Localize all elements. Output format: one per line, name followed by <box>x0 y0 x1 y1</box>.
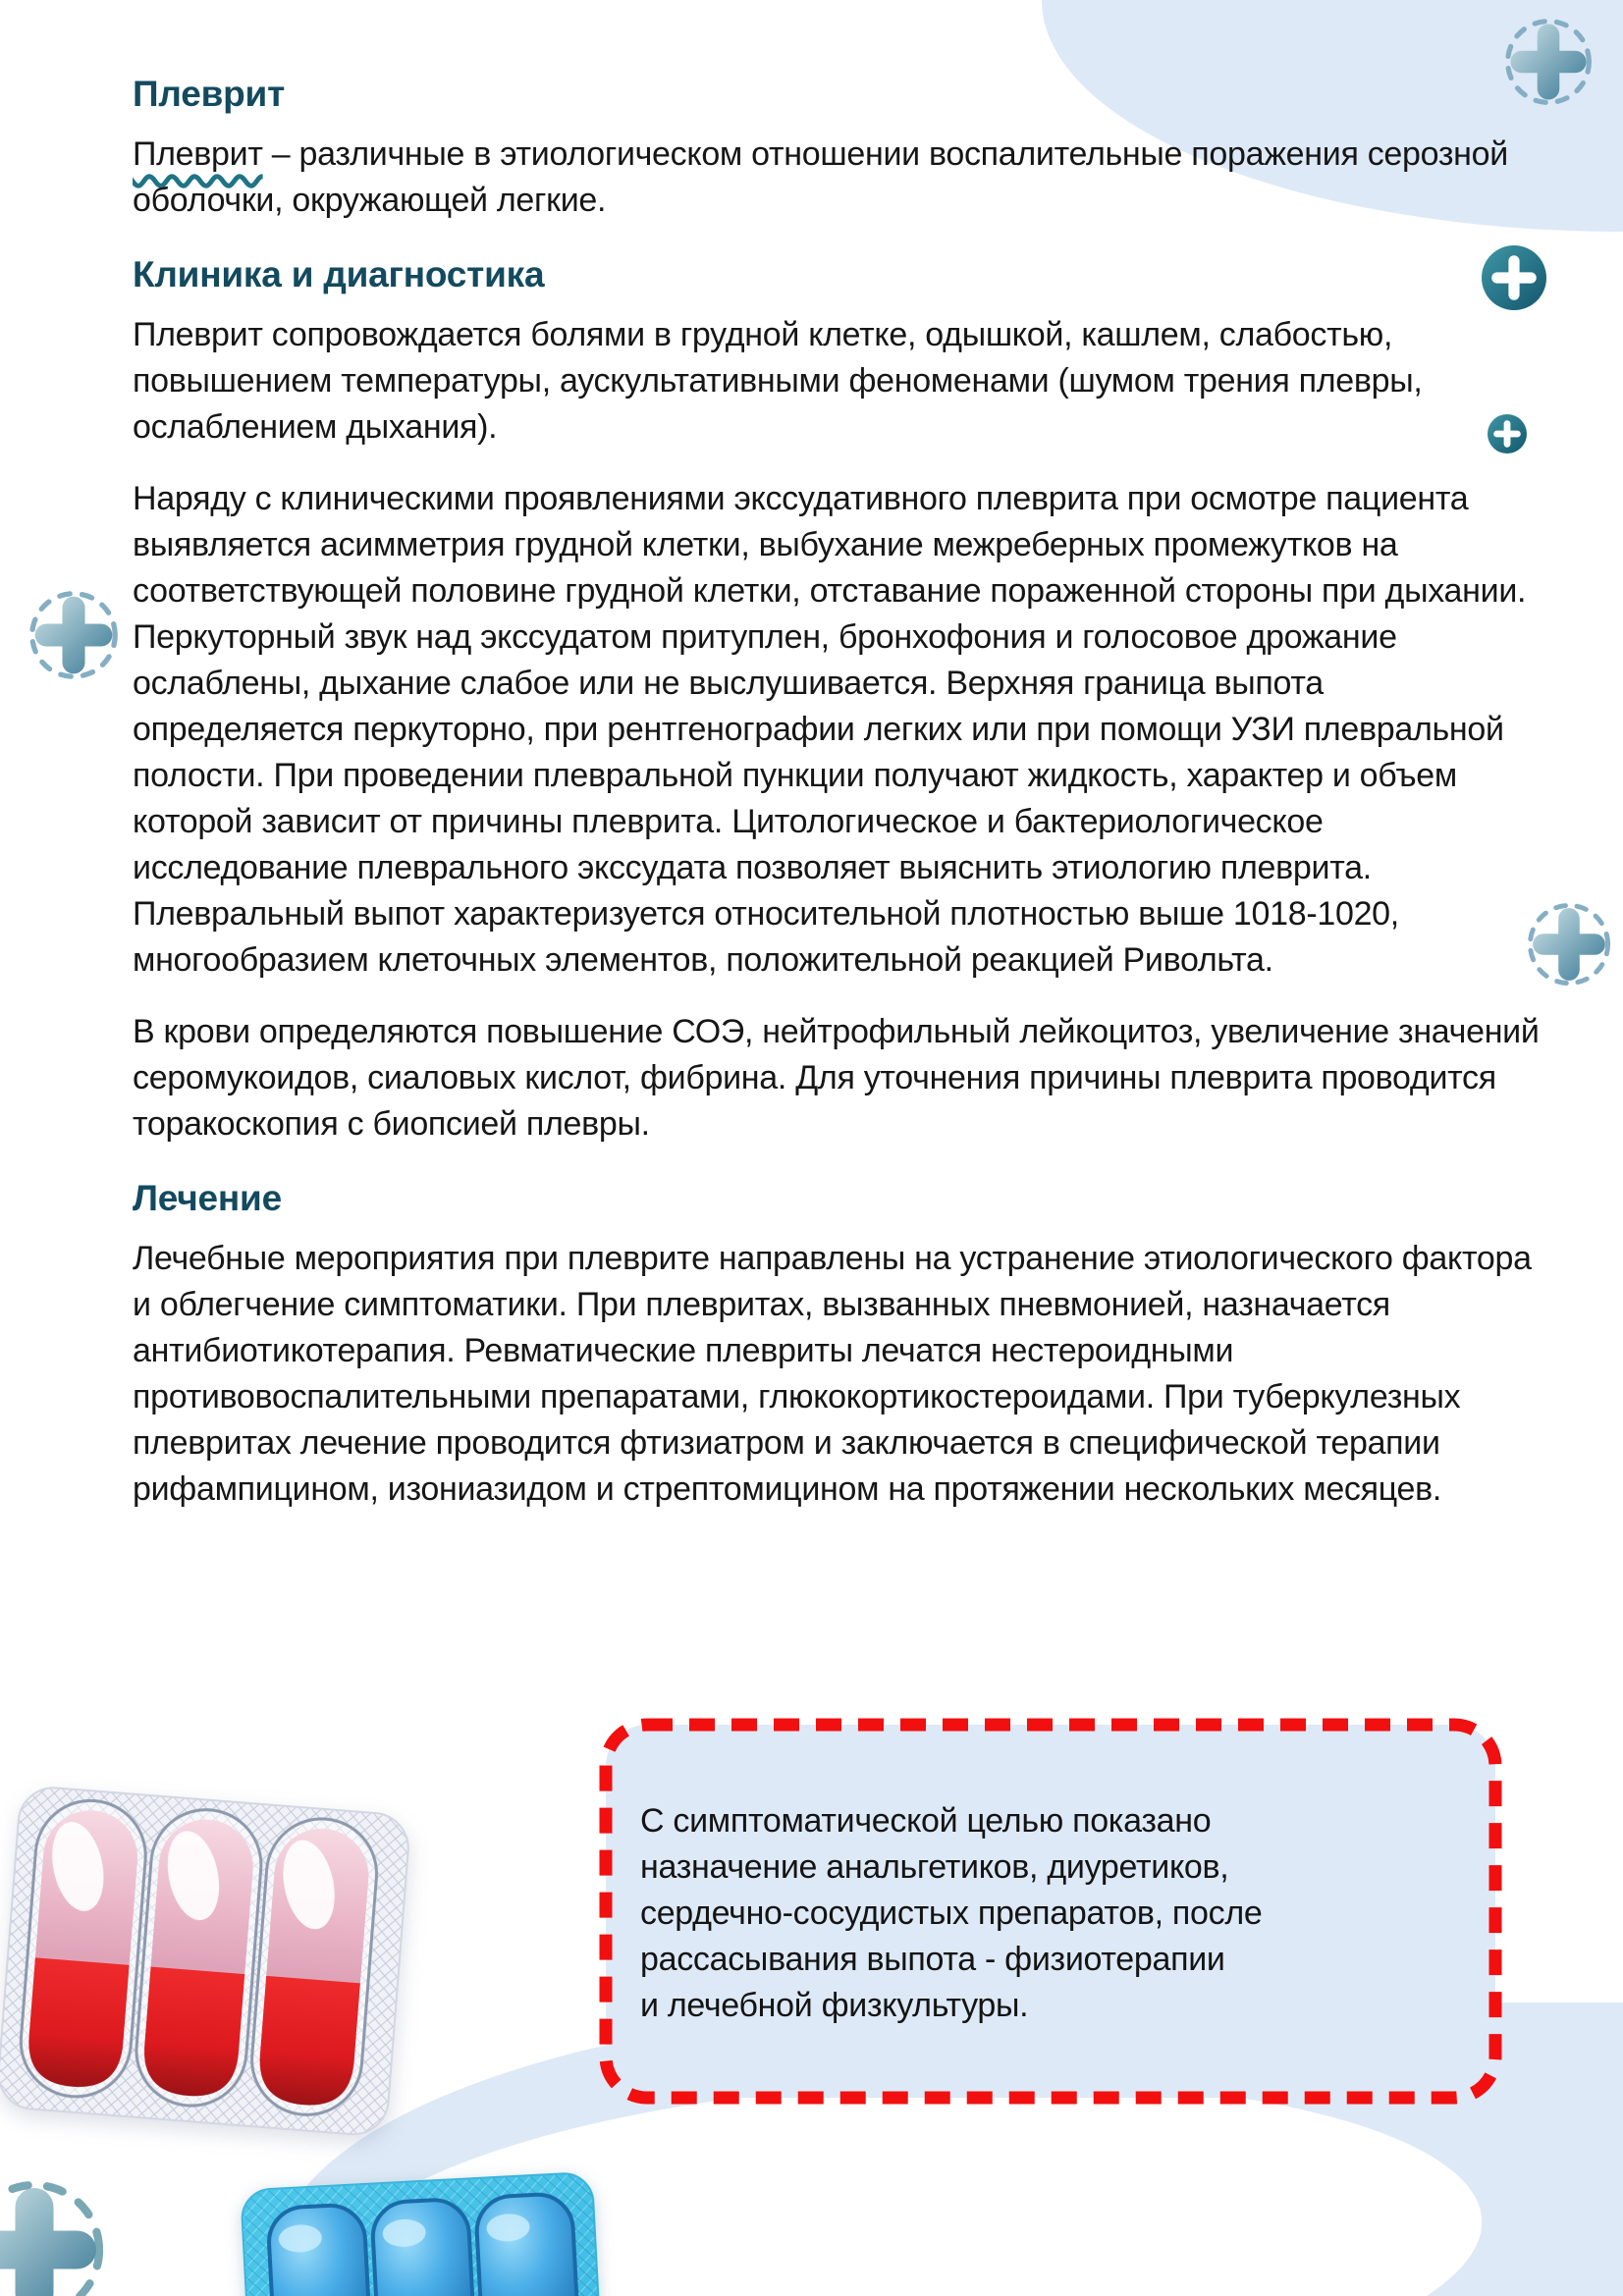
page-title: Плеврит <box>133 74 286 114</box>
intro-definition-text: – различные в этиологическом отношении воспалительные поражения серозной оболочки, окружающей легкие. <box>133 135 1508 219</box>
callout-line: сердечно-сосудистых препаратов, после <box>640 1895 1263 1932</box>
callout-line: назначение анальгетиков, диуретиков, <box>640 1848 1229 1886</box>
section-title-treatment: Лечение <box>133 1178 282 1218</box>
dashed-circle-plus-icon-bottom-left <box>0 2176 108 2296</box>
section-title-clinic: Клиника и диагностика <box>133 254 545 294</box>
callout-line: С симптоматической целью показано <box>640 1802 1212 1840</box>
term-pleurisy-underlined: Плеврит <box>133 135 263 173</box>
callout-line: рассасывания выпота - физиотерапии <box>640 1941 1225 1978</box>
callout-text <box>640 1798 1451 2029</box>
intro-paragraph <box>133 132 1542 224</box>
tablet-cells <box>267 2193 578 2296</box>
red-capsules-blister-image <box>0 1777 421 2149</box>
capsule-cells <box>17 1796 381 2118</box>
highlight-callout-box <box>599 1718 1502 2105</box>
blue-tablets-blister-image <box>237 2166 608 2296</box>
treatment-paragraph: Лечебные мероприятия при плеврите направлены на устранение этиологического фактора и облегчение симптоматики. При плевритах, вызванных пневмонией, назначается антибиотикотерапия. Ревматические плевриты лечатся нестероидными противовоспалительными препаратами, глюкокортикостероидами. При туберкулезных плевритах лечение проводится фтизиатром и заключается в специфической терапии рифампицином, изониазидом и стрептомицином на протяжении нескольких месяцев. <box>133 1240 1532 1508</box>
clinic-paragraph-3: В крови определяются повышение СОЭ, нейтрофильный лейкоцитоз, увеличение значений серомукоидов, сиаловых кислот, фибрина. Для уточнения причины плеврита проводится торакоскопия с биопсией плевры. <box>133 1013 1540 1143</box>
callout-line: и лечебной физкультуры. <box>640 1987 1029 2024</box>
clinic-paragraph-2: Наряду с клиническими проявлениями экссудативного плеврита при осмотре пациента выявляется асимметрия грудной клетки, выбухание межреберных промежутков на соответствующей половине грудной клетки, отставание пораженной стороны при дыхании. Перкуторный звук над экссудатом притуплен, бронхофония и голосовое дрожание ослаблены, дыхание слабое или не выслушивается. Верхняя граница выпота определяется перкуторно, при рентгенографии легких или при помощи УЗИ плевральной полости. При проведении плевральной пункции получают жидкость, характер и объем которой зависит от причины плеврита. Цитологическое и бактериологическое исследование плеврального экссудата позволяет выяснить этиологию плеврита. Плевральный выпот характеризуется относительной плотностью выше 1018-1020, многообразием клеточных элементов, положительной реакцией Ривольта. <box>133 480 1527 979</box>
clinic-paragraph-1: Плеврит сопровождается болями в грудной клетке, одышкой, кашлем, слабостью, повышением температуры, аускультативными феноменами (шумом трения плевры, ослаблением дыхания). <box>133 316 1423 446</box>
